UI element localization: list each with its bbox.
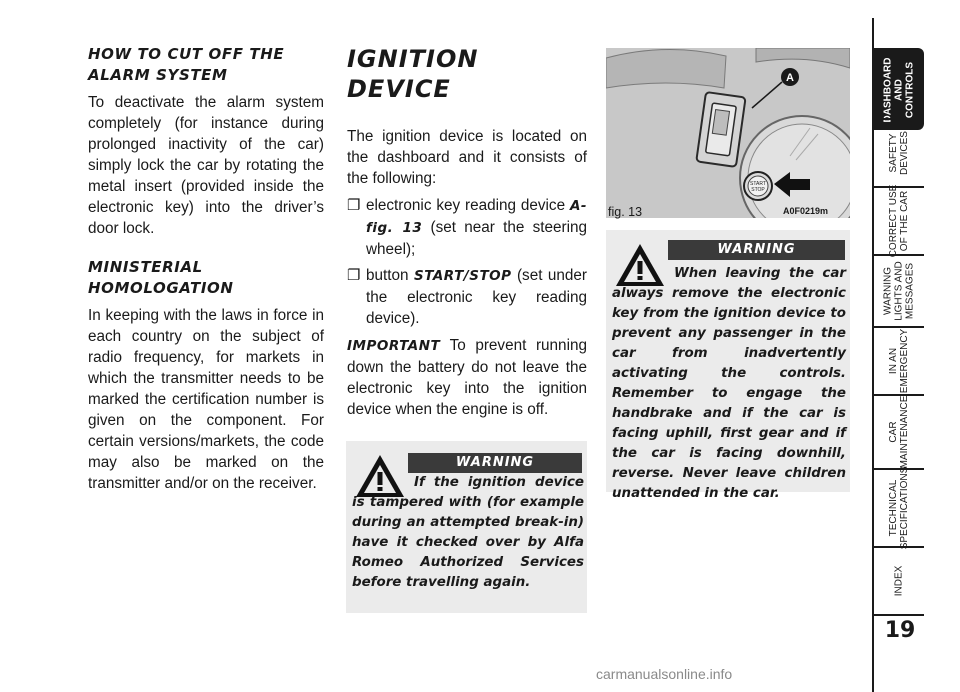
svg-text:STOP: STOP [751,187,765,193]
figure-code: A0F0219m [783,206,829,216]
warning-title: WARNING [408,453,582,473]
watermark: carmanualsonline.info [596,666,733,682]
figure-ignition-device [606,48,850,218]
tab-warning-lights[interactable]: WARNING LIGHTS AND MESSAGES [874,254,924,326]
list-item: ❐ button START/STOP (set under the electronic key reading device). [347,267,588,327]
warning-box-leaving-car [606,230,850,501]
warning-text: If the ignition device is tampered with (for example during an attempted break-in) have it checked over by Alfa Romeo Authorized Services before travelling again. [352,475,584,590]
warning-title: WARNING [668,240,845,260]
warning-box-tamper [346,441,587,613]
important-note: IMPORTANT To prevent running down the battery do not leave the electronic key into the ignition device when the engine is off. [347,337,587,418]
page-number: 19 [884,618,916,643]
list-item: ❐ electronic key reading device A-fig. 13 (set near the steering wheel); [347,197,587,258]
ignition-intro: The ignition device is located on the dashboard and it consists of the following: [347,128,587,187]
alarm-paragraph: To deactivate the alarm system completely (for instance during prolonged inactivity of the car) simply lock the car by rotating the metal insert (provided inside the electronic key) into the driver’s door lock. [88,94,324,237]
callout-a: A [786,72,794,84]
tab-technical-specifications[interactable]: TECHNICAL SPECIFICATIONS [874,468,924,546]
start-stop-label: START [750,181,766,187]
checkbox-bullet-icon: ❐ [347,197,361,214]
middle-column [347,44,587,420]
figure-label: fig. 13 [608,205,643,219]
page-title: IGNITION DEVICE [347,45,479,103]
tab-emergency[interactable]: IN AN EMERGENCY [874,326,924,394]
homologation-paragraph: In keeping with the laws in force in each country on the subject of radio frequency, for markets in which the transmitter needs to be marked the certification number is given on the component. For certain versions/markets, the code may also be marked on the transmitter and/or on the receiver. [88,307,324,492]
tab-index[interactable]: INDEX [874,546,924,616]
section-heading-alarm: HOW TO CUT OFF THE ALARM SYSTEM [88,45,285,84]
tab-car-maintenance[interactable]: CAR MAINTENANCE [874,394,924,468]
tab-safety-devices[interactable]: SAFETY DEVICES [874,118,924,186]
left-column [88,44,324,494]
dashboard-illustration [606,48,850,218]
section-heading-homologation: MINISTERIAL HOMOLOGATION [88,258,234,297]
tab-dashboard-controls[interactable]: DASHBOARD AND CONTROLS [874,48,924,130]
warning-text: When leaving the car always remove the electronic key from the ignition device to prevent any passenger in the car from inadvertently activating the controls. Remember to engage the handbrake and if the car is facing uphill, first gear and if the car is facing downhill, reverse. Never leave children unattended in the car. [612,266,846,501]
tab-correct-use[interactable]: CORRECT USE OF THE CAR [874,186,924,254]
checkbox-bullet-icon: ❐ [347,267,361,284]
